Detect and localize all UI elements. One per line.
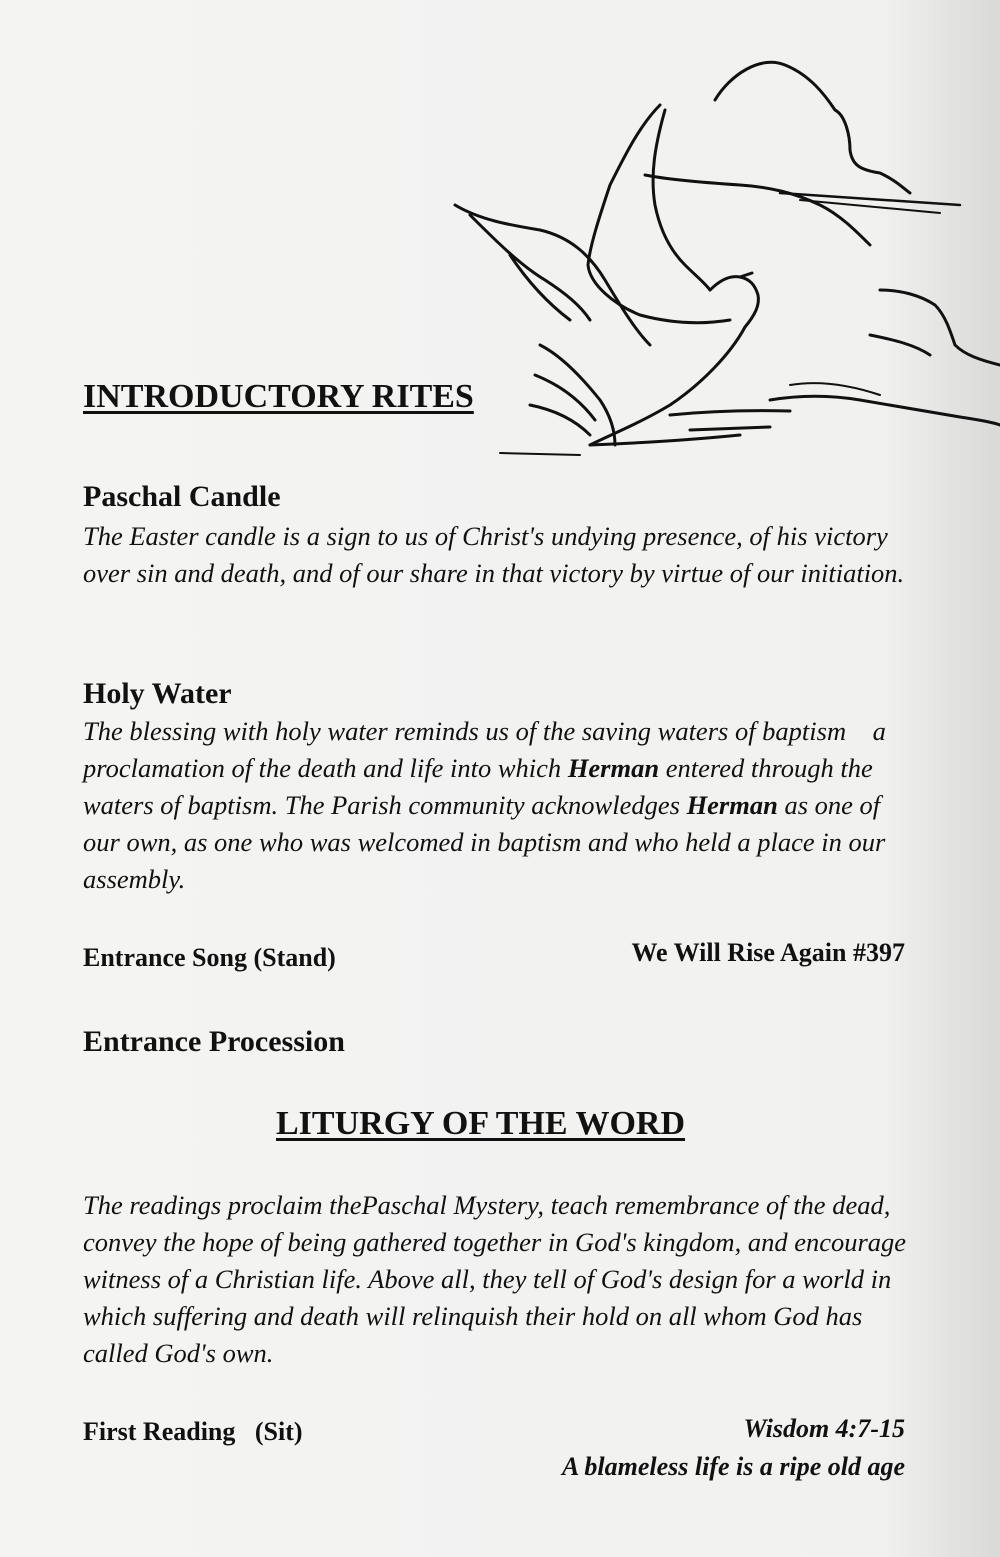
holy-water-text-part-3: as one of our own, as one who was welcomed in baptism and who held a place in our assembly. (83, 790, 886, 894)
holy-water-text (83, 713, 913, 898)
entrance-song-value: We Will Rise Again #397 (631, 938, 905, 967)
liturgy-of-the-word-title: LITURGY OF THE WORD (276, 1105, 686, 1142)
paschal-candle-heading: Paschal Candle (83, 480, 281, 513)
deceased-name: Herman (567, 753, 660, 783)
holy-water-text-part-2: entered through the waters of baptism. The Parish community acknowledges (83, 753, 873, 820)
first-reading-subtitle: A blameless life is a ripe old age (561, 1452, 905, 1481)
entrance-procession-heading: Entrance Procession (83, 1025, 345, 1058)
holy-water-heading: Holy Water (83, 677, 232, 710)
first-reading-label: First Reading (Sit) (83, 1417, 303, 1446)
holy-water-text-part-1: The blessing with holy water reminds us of the saving waters of baptism a proclamation of the death and life into which (83, 716, 886, 783)
first-reading-citation: Wisdom 4:7-15 (743, 1414, 905, 1443)
deceased-name: Herman (686, 790, 778, 820)
dove-with-clouds-icon (440, 55, 1000, 475)
entrance-song-label: Entrance Song (Stand) (83, 943, 336, 972)
liturgy-of-the-word-text: The readings proclaim thePaschal Mystery, teach remembrance of the dead, convey the hope of being gathered together in God's kingdom, and encourage witness of a Christian life. Above all, they tell of God's design for a world in which suffering and death will relinquish their hold on all whom God has called God's own. (83, 1190, 907, 1368)
introductory-rites-title: INTRODUCTORY RITES (83, 378, 474, 415)
paschal-candle-text: The Easter candle is a sign to us of Christ's undying presence, of his victory over sin and death, and of our share in that victory by virtue of our initiation. (83, 521, 905, 588)
